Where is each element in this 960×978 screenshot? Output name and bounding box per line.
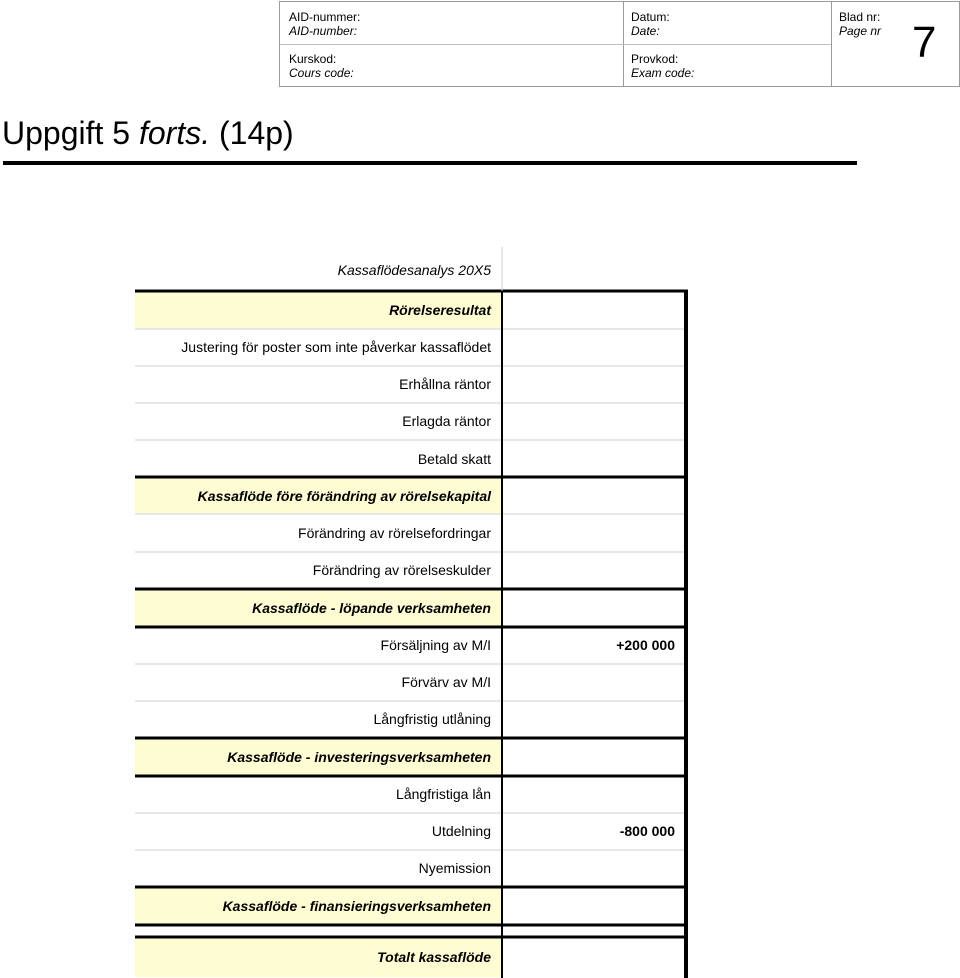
- table-row: [135, 888, 688, 925]
- table-row: [135, 478, 688, 515]
- row-label: Kassaflöde - löpande verksamheten: [252, 600, 491, 616]
- page-label: Blad nr:: [839, 10, 881, 24]
- course-label-en: Cours code:: [289, 66, 354, 80]
- date-label: Datum:: [631, 10, 670, 24]
- table-row: [135, 627, 688, 664]
- table-heading-row: [135, 252, 491, 289]
- table-row: [135, 813, 688, 850]
- row-label: Justering för poster som inte påverkar kassaflödet: [181, 339, 491, 355]
- row-label: Erlagda räntor: [402, 413, 491, 429]
- row-value[interactable]: -800 000: [619, 823, 675, 839]
- table-row: [135, 590, 688, 627]
- row-label: Kassaflöde - investeringsverksamheten: [227, 749, 491, 765]
- table-row: [135, 403, 688, 440]
- title-cont: forts.: [138, 115, 211, 151]
- date-label-en: Date:: [631, 24, 660, 38]
- table-row: [135, 329, 688, 366]
- row-label: Utdelning: [431, 823, 491, 839]
- table-heading: Kassaflödesanalys 20X5: [337, 262, 491, 278]
- table-row: [135, 776, 688, 813]
- total-label: Totalt kassaflöde: [377, 949, 491, 965]
- row-label: Kassaflöde - finansieringsverksamheten: [222, 898, 491, 914]
- table-row: [135, 739, 688, 776]
- table-row: [135, 664, 688, 701]
- title-task: Uppgift 5: [2, 115, 131, 151]
- row-label: Betald skatt: [417, 451, 491, 467]
- table-row: [135, 701, 688, 738]
- row-label: Förvärv av M/I: [401, 674, 491, 690]
- aid-label-en: AID-number:: [289, 24, 358, 38]
- row-label: Nyemission: [418, 860, 491, 876]
- row-label: Erhållna räntor: [399, 376, 491, 392]
- course-label: Kurskod:: [289, 52, 337, 66]
- row-label: Förändring av rörelsefordringar: [298, 525, 491, 541]
- table-row: [135, 552, 688, 589]
- row-label: Långfristig utlåning: [373, 711, 491, 727]
- total-row: [135, 938, 688, 977]
- table-row: [135, 850, 688, 887]
- page-label-en: Page nr: [839, 24, 882, 38]
- row-label: Långfristiga lån: [396, 786, 491, 802]
- title-points: (14p): [218, 115, 294, 151]
- row-value[interactable]: +200 000: [616, 637, 675, 653]
- row-label: Försäljning av M/I: [380, 637, 491, 653]
- table-row: [135, 366, 688, 403]
- row-label: Rörelseresultat: [389, 302, 491, 318]
- table-row: [135, 441, 688, 478]
- table-row: [135, 292, 688, 329]
- row-label: Kassaflöde före förändring av rörelsekapital: [197, 488, 491, 504]
- page-number: 7: [912, 18, 937, 67]
- aid-label: AID-nummer:: [289, 10, 361, 24]
- exam-code-label-en: Exam code:: [631, 66, 695, 80]
- exam-code-label: Provkod:: [631, 52, 679, 66]
- table-row: [135, 515, 688, 552]
- row-label: Förändring av rörelseskulder: [312, 562, 491, 578]
